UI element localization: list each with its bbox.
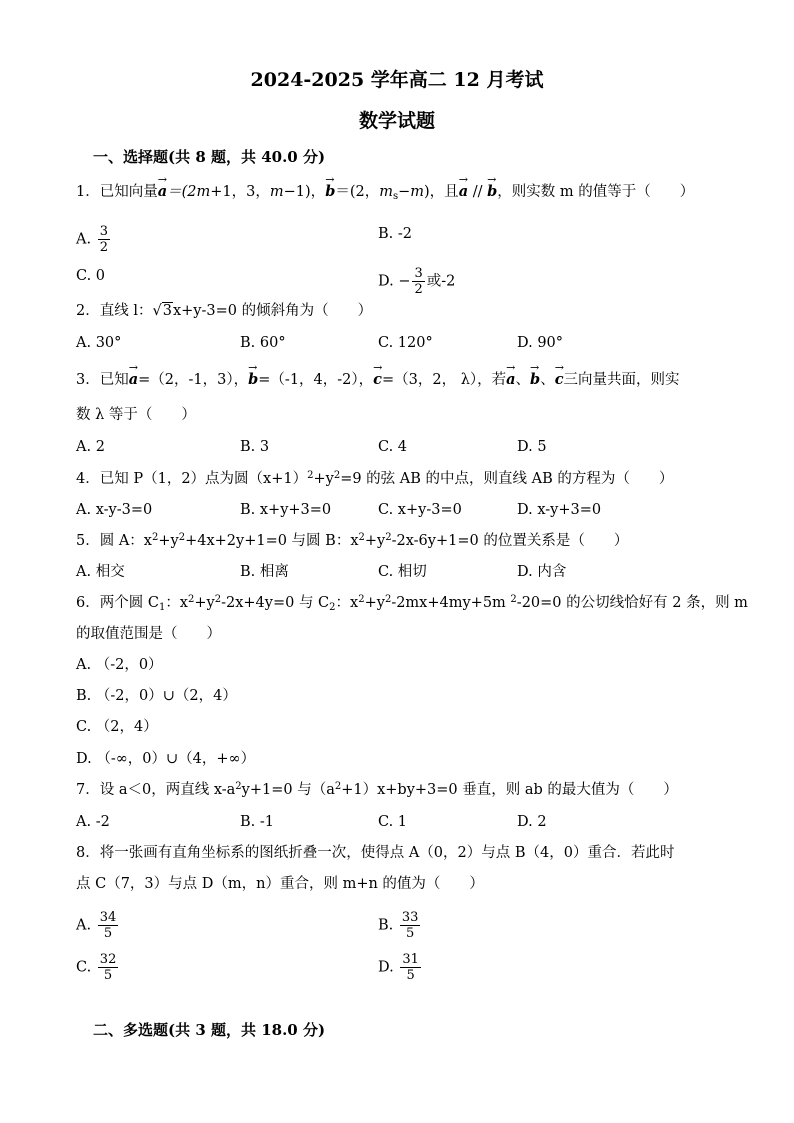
vector-b: → b <box>530 370 540 390</box>
fraction: $\frac{33}{5}$ <box>401 910 419 941</box>
fraction: $\frac{3}{2}$ <box>99 224 108 255</box>
question-1: 1．已知向量→ a＝(2m+1，3，m−1)，→ b＝(2，$m_s-m$)，且→ a // → b，则实数 m 的值等于（ ） <box>76 182 694 202</box>
exam-title: 2024-2025 学年高二 12 月考试 <box>250 69 544 91</box>
q8-option-b: B. $\frac{33}{5}$ <box>378 910 419 941</box>
q6-option-a: A. （-2，0） <box>76 657 163 673</box>
fraction: $\frac{31}{5}$ <box>402 952 419 983</box>
q4-option-b: B. x+y+3=0 <box>240 502 332 518</box>
question-3-line-2: 数 λ 等于（ ） <box>76 407 196 423</box>
vector-a: → a <box>129 370 138 390</box>
fraction: $\frac{32}{5}$ <box>99 952 117 983</box>
q6-option-b: B. （-2，0）∪（2，4） <box>76 688 237 704</box>
question-7: 7．设 a＜0，两直线 $x-a^2y+1=0$ 与$(a^2+1)x+by+3=0$ 垂直，则 ab 的最大值为（ ） <box>76 781 678 798</box>
q5-option-b: B. 相离 <box>240 564 289 580</box>
q2-option-d: D. 90° <box>517 335 564 351</box>
q1-option-c: C. 0 <box>76 268 106 284</box>
question-8: 8．将一张画有直角坐标系的图纸折叠一次，使得点 A（0，2）与点 B（4，0）重合．若此时 <box>76 845 675 861</box>
q4-option-d: D. x-y+3=0 <box>517 502 602 518</box>
vector-b: → b <box>248 370 258 390</box>
vector-c: → c <box>555 370 564 390</box>
q5-option-d: D. 内含 <box>517 564 567 580</box>
q7-option-d: D. 2 <box>517 814 547 830</box>
section-heading-multiple-choice: 二、多选题(共 3 题，共 18.0 分) <box>93 1021 326 1039</box>
question-8-line-2: 点 C（7，3）与点 D（m，n）重合，则 m+n 的值为（ ） <box>76 876 484 892</box>
q2-option-a: A. 30° <box>76 335 122 351</box>
question-2: 2．直线 l：√3x+y-3=0 的倾斜角为（ ） <box>76 303 373 319</box>
question-6: 6．两个圆 $C_1$：$x^2+y^2-2x+4y=0$ 与 $C_2$：$x^2+y^2-2mx+4my+5m$ $^2$-20=0 的公切线恰好有 2 条，则 m <box>76 594 748 613</box>
question-4: 4．已知 P（1，2）点为圆$(x+1)^2+y^2=9$ 的弦 AB 的中点，则直线 AB 的方程为（ ） <box>76 470 674 487</box>
q3-option-c: C. 4 <box>378 439 408 455</box>
q3-option-d: D. 5 <box>517 439 547 455</box>
q5-option-c: C. 相切 <box>378 564 427 580</box>
q8-option-c: C. $\frac{32}{5}$ <box>76 952 117 983</box>
question-3: 3．已知→ a=（2，-1，3），→ b=（-1，4，-2），→ c=（3，2， λ），若→ a、→ b、→ c三向量共面，则实 <box>76 370 680 390</box>
fraction: $\frac{34}{5}$ <box>99 910 117 941</box>
square-root: √3 <box>152 303 172 319</box>
q1-option-d: D. − $\frac{3}{2}$ 或-2 <box>378 266 456 297</box>
vector-b: → b <box>487 182 497 202</box>
q6-option-d: D. （-∞，0）∪（4，+∞） <box>76 751 256 767</box>
q1-option-b: B. -2 <box>378 226 412 242</box>
q4-option-a: A. x-y-3=0 <box>76 502 153 518</box>
q8-option-a: A. $\frac{34}{5}$ <box>76 910 117 941</box>
q2-option-b: B. 60° <box>240 335 286 351</box>
question-6-line-2: 的取值范围是（ ） <box>76 626 221 642</box>
q4-option-c: C. x+y-3=0 <box>378 502 462 518</box>
question-5: 5．圆 A：$x^2+y^2+4x+2y+1=0$ 与圆 B：$x^2+y^2-2x-6y+1=0$ 的位置关系是（ ） <box>76 532 629 549</box>
q3-option-a: A. 2 <box>76 439 105 455</box>
vector-b: → b <box>325 182 335 202</box>
q6-option-c: C. （2，4） <box>76 719 158 735</box>
vector-a: → a <box>506 370 515 390</box>
q8-option-d: D. $\frac{31}{5}$ <box>378 952 419 983</box>
exam-subtitle: 数学试题 <box>358 110 435 132</box>
fraction: $\frac{3}{2}$ <box>414 266 423 297</box>
vector-a: → a <box>158 182 167 202</box>
vector-a: → a <box>459 182 468 202</box>
q7-option-c: C. 1 <box>378 814 408 830</box>
q7-option-b: B. -1 <box>240 814 274 830</box>
q3-option-b: B. 3 <box>240 439 270 455</box>
q5-option-a: A. 相交 <box>76 564 125 580</box>
q1-option-a: A. $\frac{3}{2}$ <box>76 224 108 255</box>
q2-option-c: C. 120° <box>378 335 433 351</box>
q7-option-a: A. -2 <box>76 814 110 830</box>
section-heading-single-choice: 一、选择题(共 8 题，共 40.0 分) <box>93 148 326 166</box>
vector-c: → c <box>373 370 382 390</box>
